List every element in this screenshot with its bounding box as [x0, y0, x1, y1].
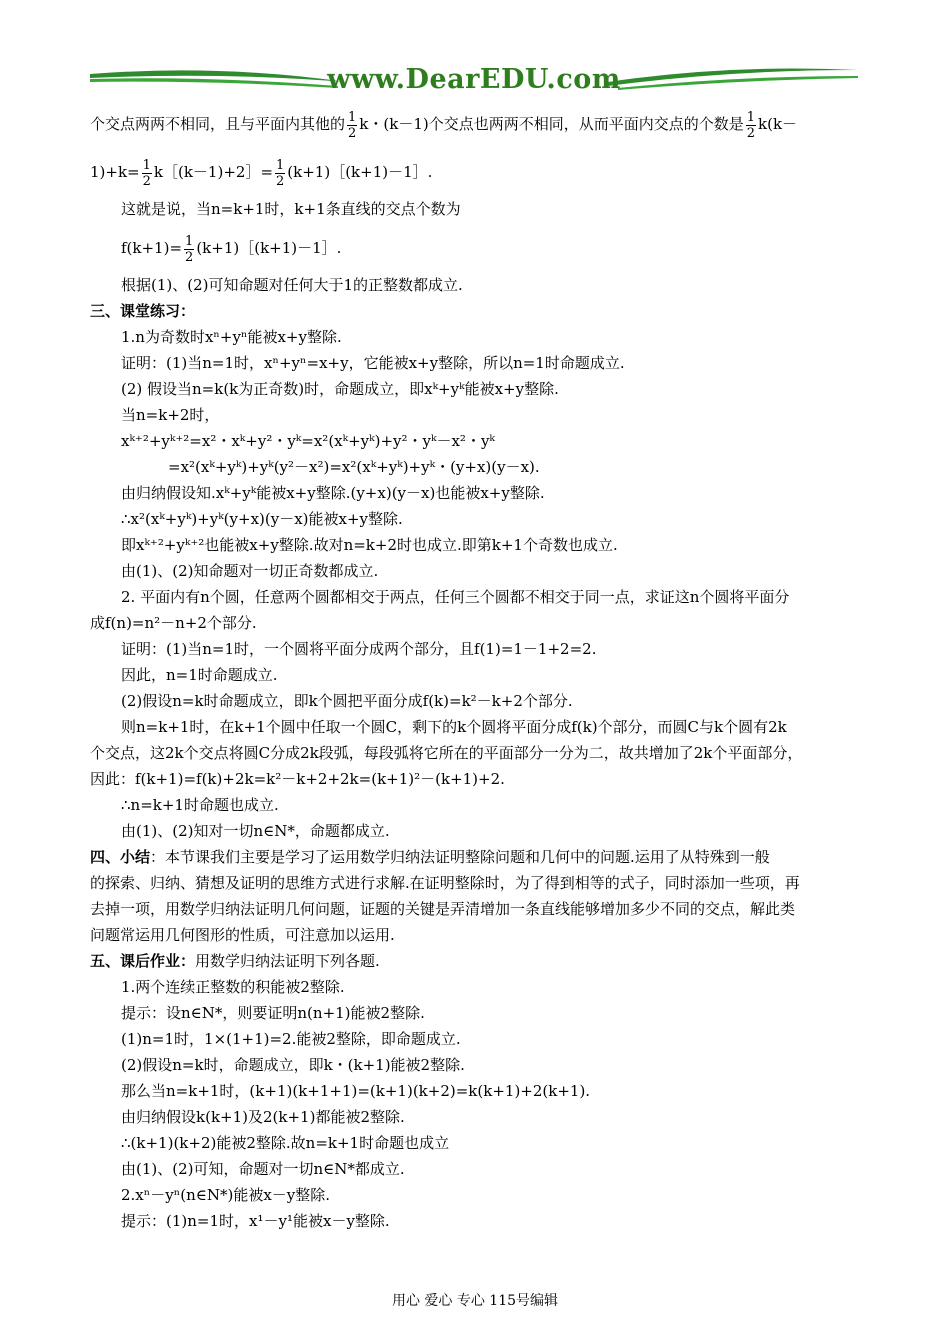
- text-line: 那么当n=k+1时，(k+1)(k+1+1)=(k+1)(k+2)=k(k+1)+2(k+1).: [121, 1082, 591, 1100]
- text-run: k(k－: [758, 115, 798, 133]
- text-line: (2)假设n=k时，命题成立，即k・(k+1)能被2整除.: [121, 1056, 465, 1074]
- site-header: [88, 62, 860, 98]
- text-line: ∴n=k+1时命题也成立.: [121, 796, 279, 814]
- section-heading: 五、课后作业：: [90, 952, 196, 970]
- text-line: 由归纳假设k(k+1)及2(k+1)都能被2整除.: [121, 1108, 405, 1126]
- text-line: (1)n=1时，1×(1+1)=2.能被2整除，即命题成立.: [121, 1030, 461, 1048]
- text-line: ∴x²(xᵏ+yᵏ)+yᵏ(y+x)(y－x)能被x+y整除.: [121, 510, 403, 528]
- text-line: 成f(n)=n²－n+2个部分.: [90, 614, 257, 632]
- text-line: (2) 假设当n=k(k为正奇数)时，命题成立，即xᵏ+yᵏ能被x+y整除.: [121, 380, 559, 398]
- text-line: 提示：设n∈N*，则要证明n(n+1)能被2整除.: [121, 1004, 425, 1022]
- text-line: 因此：f(k+1)=f(k)+2k=k²－k+2+2k=(k+1)²－(k+1)+2.: [90, 770, 505, 788]
- text-line: 证明：(1)当n=1时，一个圆将平面分成两个部分，且f(1)=1－1+2=2.: [121, 640, 597, 658]
- text-line: [90, 844, 870, 870]
- text-line: 去掉一项，用数学归纳法证明几何问题，证题的关键是弄清增加一条直线能够增加多少不同的交点，解此类: [90, 900, 796, 918]
- text-run: k［(k－1)+2］=: [153, 163, 274, 181]
- text-line: 根据(1)、(2)可知命题对任何大于1的正整数都成立.: [121, 276, 463, 294]
- text-line: 则n=k+1时，在k+1个圆中任取一个圆C，剩下的k个圆将平面分成f(k)个部分，而圆C与k个圆有2k: [121, 718, 787, 736]
- fraction-numerator: 1: [142, 157, 151, 173]
- text-line: 这就是说，当n=k+1时，k+1条直线的交点个数为: [121, 200, 461, 218]
- text-line: 提示：(1)n=1时，x¹－y¹能被x－y整除.: [121, 1212, 390, 1230]
- text-line: 即xᵏ⁺²+yᵏ⁺²也能被x+y整除.故对n=k+2时也成立.即第k+1个奇数也成立.: [121, 536, 618, 554]
- text-run: f(k+1)=: [121, 239, 183, 257]
- text-line: =x²(xᵏ+yᵏ)+yᵏ(y²－x²)=x²(xᵏ+yᵏ)+yᵏ・(y+x)(y－x).: [168, 458, 540, 476]
- fraction-denominator: 2: [746, 125, 756, 141]
- text-line: 当n=k+2时，: [121, 406, 220, 424]
- text-run: 个交点两两不相同，且与平面内其他的: [90, 115, 346, 133]
- text-line: (2)假设n=k时命题成立，即k个圆把平面分成f(k)=k²－k+2个部分.: [121, 692, 573, 710]
- fraction: [746, 110, 756, 141]
- text-line: 问题常运用几何图形的性质，可注意加以运用.: [90, 926, 395, 944]
- text-run: (k+1)［(k+1)－1］.: [287, 163, 433, 181]
- text-line: 由(1)、(2)可知，命题对一切n∈N*都成立.: [121, 1160, 405, 1178]
- text-line: 由(1)、(2)知对一切n∈N*，命题都成立.: [121, 822, 390, 840]
- text-run: ：本节课我们主要是学习了运用数学归纳法证明整除问题和几何中的问题.运用了从特殊到一般: [150, 848, 770, 866]
- fraction: [184, 234, 194, 265]
- text-line: [90, 948, 870, 974]
- text-line: 个交点，这2k个交点将圆C分成2k段弧，每段弧将它所在的平面部分一分为二，故共增加了2k个平面部分，: [90, 744, 803, 762]
- fraction: [275, 158, 285, 189]
- text-line: 的探索、归纳、猜想及证明的思维方式进行求解.在证明整除时，为了得到相等的式子，同时添加一些项，再: [90, 874, 800, 892]
- page-footer: 用心 爱心 专心 115号编辑: [391, 1293, 559, 1309]
- text-line: [90, 228, 870, 268]
- fraction-numerator: 1: [348, 109, 357, 125]
- fraction: [142, 158, 152, 189]
- section-heading: 三、课堂练习：: [90, 302, 196, 320]
- section-heading: 四、小结: [90, 848, 151, 866]
- text-line: 2.xⁿ－yⁿ(n∈N*)能被x－y整除.: [121, 1186, 331, 1204]
- text-line: 2. 平面内有n个圆，任意两个圆都相交于两点，任何三个圆都不相交于同一点，求证这n个圆将平面分: [121, 588, 790, 606]
- fraction-denominator: 2: [276, 173, 285, 189]
- text-line: 由归纳假设知.xᵏ+yᵏ能被x+y整除.(y+x)(y－x)也能被x+y整除.: [121, 484, 545, 502]
- text-run: (k+1)［(k+1)－1］.: [196, 239, 342, 257]
- fraction-numerator: 1: [746, 109, 756, 125]
- fraction-numerator: 1: [185, 233, 194, 249]
- text-line: ∴(k+1)(k+2)能被2整除.故n=k+1时命题也成立: [121, 1134, 450, 1152]
- text-line: 证明：(1)当n=1时，xⁿ+yⁿ=x+y，它能被x+y整除，所以n=1时命题成立.: [121, 354, 625, 372]
- fraction-denominator: 2: [142, 173, 151, 189]
- text-line: [90, 104, 870, 144]
- text-run: 1)+k=: [90, 163, 140, 181]
- text-line: xᵏ⁺²+yᵏ⁺²=x²・xᵏ+y²・yᵏ=x²(xᵏ+yᵏ)+y²・yᵏ－x²・yᵏ: [121, 432, 495, 450]
- text-line: 由(1)、(2)知命题对一切正奇数都成立.: [121, 562, 379, 580]
- fraction: [347, 110, 357, 141]
- text-line: 1.n为奇数时xⁿ+yⁿ能被x+y整除.: [121, 328, 342, 346]
- text-line: 1.两个连续正整数的积能被2整除.: [121, 978, 345, 996]
- document-body: [90, 104, 870, 1234]
- header-title: www.DearEDU.com: [327, 64, 621, 95]
- text-line: 因此，n=1时命题成立.: [121, 666, 278, 684]
- text-run: k・(k－1)个交点也两两不相同，从而平面内交点的个数是: [359, 115, 744, 133]
- fraction-denominator: 2: [185, 249, 194, 265]
- fraction-denominator: 2: [348, 125, 357, 141]
- text-run: 用数学归纳法证明下列各题.: [195, 952, 380, 970]
- text-line: [90, 152, 870, 192]
- fraction-numerator: 1: [276, 157, 285, 173]
